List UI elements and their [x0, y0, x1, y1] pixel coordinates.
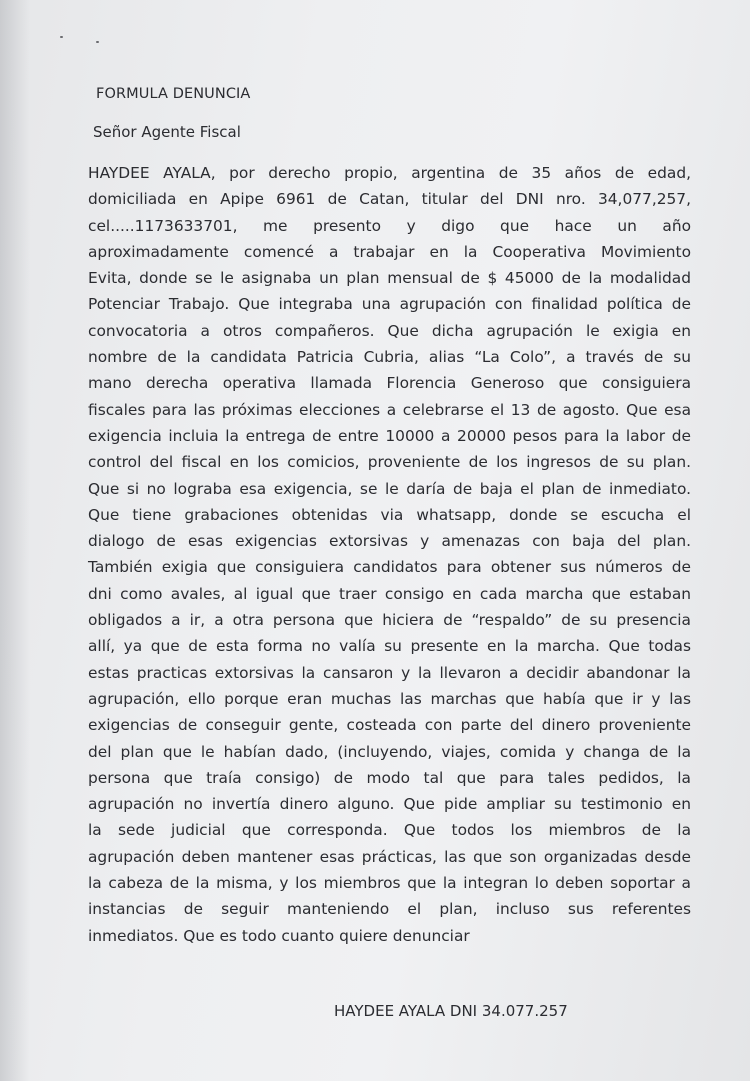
body-line: HAYDEE AYALA, por derecho propio, argentina de 35 años de edad,: [88, 164, 691, 182]
body-line: cel.....1173633701, me presento y digo que hace un año: [88, 216, 691, 235]
document-heading: FORMULA DENUNCIA: [96, 86, 251, 102]
body-line: la cabeza de la misma, y los miembros que la integran lo deben soportar a: [88, 874, 691, 893]
body-line: allí, ya que de esta forma no valía su presente en la marcha. Que todas: [88, 637, 691, 656]
signature-line: HAYDEE AYALA DNI 34.077.257: [334, 1002, 568, 1020]
complaint-body: [88, 160, 691, 949]
body-line: la sede judicial que corresponda. Que todos los miembros de la: [88, 821, 691, 840]
paper-speck: [60, 36, 63, 38]
body-line: agrupación deben mantener esas prácticas, las que son organizadas desde: [88, 847, 691, 866]
body-line: del plan que le habían dado, (incluyendo, viajes, comida y changa de la: [88, 742, 691, 761]
body-line: aproximadamente comencé a trabajar en la Cooperativa Movimiento: [88, 242, 691, 261]
body-line: inmediatos. Que es todo cuanto quiere denunciar: [88, 926, 470, 945]
body-line: mano derecha operativa llamada Florencia Generoso que consiguiera: [88, 374, 691, 393]
body-line: instancias de seguir manteniendo el plan, incluso sus referentes: [88, 900, 691, 919]
body-line: Potenciar Trabajo. Que integraba una agrupación con finalidad política de: [88, 295, 691, 314]
body-line: dialogo de esas exigencias extorsivas y amenazas con baja del plan.: [88, 532, 691, 551]
body-line: convocatoria a otros compañeros. Que dicha agrupación le exigia en: [88, 321, 691, 340]
body-line: obligados a ir, a otra persona que hiciera de “respaldo” de su presencia: [88, 611, 691, 630]
paper-speck: [96, 41, 99, 43]
body-line: agrupación, ello porque eran muchas las marchas que había que ir y las: [88, 689, 691, 708]
body-line: dni como avales, al igual que traer consigo en cada marcha que estaban: [88, 584, 691, 603]
body-line: Que tiene grabaciones obtenidas via whatsapp, donde se escucha el: [88, 505, 691, 524]
body-line: domiciliada en Apipe 6961 de Catan, titular del DNI nro. 34,077,257,: [88, 190, 691, 209]
body-line: estas practicas extorsivas la cansaron y la llevaron a decidir abandonar la: [88, 663, 691, 682]
body-line: nombre de la candidata Patricia Cubria, alias “La Colo”, a través de su: [88, 348, 691, 367]
body-line: exigencia incluia la entrega de entre 10000 a 20000 pesos para la labor de: [88, 426, 691, 445]
paper-shadow: [0, 0, 30, 1081]
salutation: Señor Agente Fiscal: [93, 123, 241, 141]
body-line: persona que traía consigo) de modo tal que para tales pedidos, la: [88, 768, 691, 787]
body-line: exigencias de conseguir gente, costeada con parte del dinero proveniente: [88, 716, 691, 735]
body-line: También exigia que consiguiera candidatos para obtener sus números de: [88, 558, 691, 577]
body-line: fiscales para las próximas elecciones a celebrarse el 13 de agosto. Que esa: [88, 400, 691, 419]
body-line: Que si no lograba esa exigencia, se le daría de baja el plan de inmediato.: [88, 479, 691, 498]
body-line: Evita, donde se le asignaba un plan mensual de $ 45000 de la modalidad: [88, 269, 691, 288]
body-line: agrupación no invertía dinero alguno. Que pide ampliar su testimonio en: [88, 795, 691, 814]
body-line: control del fiscal en los comicios, proveniente de los ingresos de su plan.: [88, 453, 691, 472]
